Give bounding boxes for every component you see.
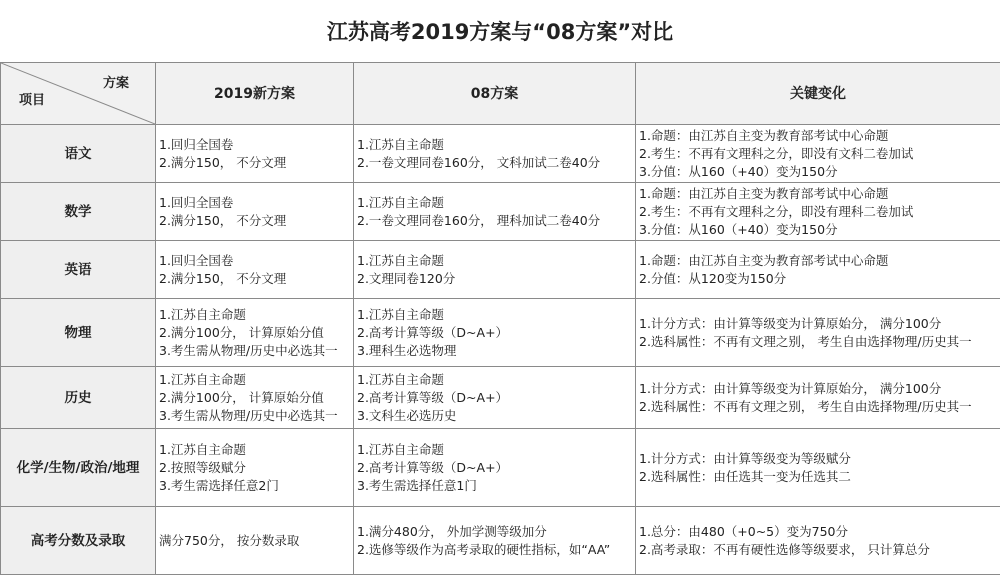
cell-old (354, 125, 636, 183)
cell-line: 1.命题：由江苏自主变为教育部考试中心命题 (639, 127, 889, 143)
subject-cell: 数学 (1, 183, 156, 241)
cell-new (156, 125, 354, 183)
cell-line: 1.江苏自主命题 (357, 252, 444, 268)
header-row (1, 63, 1000, 125)
cell-line: 1.满分480分， 外加学测等级加分 (357, 523, 547, 539)
cell-line: 1.江苏自主命题 (159, 306, 246, 322)
column-header-key-change: 关键变化 (636, 63, 1000, 125)
cell-change (636, 241, 1000, 299)
cell-line: 3.考生需选择任意1门 (357, 477, 477, 493)
subject-cell: 英语 (1, 241, 156, 299)
cell-old (354, 183, 636, 241)
comparison-table (0, 62, 1000, 575)
cell-line: 3.考生需从物理/历史中必选其一 (159, 407, 338, 423)
table-row (1, 507, 1000, 575)
cell-change (636, 125, 1000, 183)
cell-line: 2.考生：不再有文理科之分，即没有文科二卷加试 (639, 145, 914, 161)
cell-change (636, 367, 1000, 429)
cell-line: 2.满分150， 不分文理 (159, 154, 287, 170)
cell-change (636, 183, 1000, 241)
cell-line: 2.高考录取：不再有硬性选修等级要求， 只计算总分 (639, 541, 930, 557)
cell-line: 2.文理同卷120分 (357, 270, 456, 286)
cell-line: 1.江苏自主命题 (357, 371, 444, 387)
cell-new (156, 183, 354, 241)
cell-new (156, 299, 354, 367)
cell-line: 1.江苏自主命题 (357, 136, 444, 152)
cell-line: 3.文科生必选历史 (357, 407, 457, 423)
cell-line: 1.回归全国卷 (159, 136, 234, 152)
cell-line: 2.按照等级赋分 (159, 459, 246, 475)
cell-line: 2.满分100分， 计算原始分值 (159, 324, 324, 340)
cell-line: 1.江苏自主命题 (357, 194, 444, 210)
cell-line: 1.回归全国卷 (159, 194, 234, 210)
cell-line: 1.计分方式：由计算等级变为计算原始分， 满分100分 (639, 315, 942, 331)
page-title: 江苏高考2019方案与“08方案”对比 (0, 0, 1000, 63)
subject-cell: 语文 (1, 125, 156, 183)
subject-cell: 历史 (1, 367, 156, 429)
cell-new (156, 429, 354, 507)
table-row (1, 125, 1000, 183)
cell-line: 2.满分150， 不分文理 (159, 212, 287, 228)
cell-line: 2.选科属性：不再有文理之别， 考生自由选择物理/历史其一 (639, 398, 972, 414)
cell-line: 2.高考计算等级（D~A+） (357, 459, 509, 475)
cell-line: 2.分值：从120变为150分 (639, 270, 787, 286)
column-header-2019: 2019新方案 (156, 63, 354, 125)
cell-line: 3.分值：从160（+40）变为150分 (639, 163, 838, 179)
cell-line: 2.满分100分， 计算原始分值 (159, 389, 324, 405)
cell-line: 2.一卷文理同卷160分， 理科加试二卷40分 (357, 212, 601, 228)
cell-line: 1.命题：由江苏自主变为教育部考试中心命题 (639, 185, 889, 201)
cell-line: 3.考生需从物理/历史中必选其一 (159, 342, 338, 358)
cell-new (156, 241, 354, 299)
cell-line: 2.选科属性：由任选其一变为任选其二 (639, 468, 851, 484)
cell-old (354, 429, 636, 507)
cell-change (636, 429, 1000, 507)
cell-old (354, 299, 636, 367)
cell-line: 1.江苏自主命题 (159, 441, 246, 457)
cell-line: 3.考生需选择任意2门 (159, 477, 279, 493)
cell-change (636, 507, 1000, 575)
cell-old (354, 367, 636, 429)
cell-line: 2.高考计算等级（D~A+） (357, 324, 509, 340)
cell-line: 2.考生：不再有文理科之分，即没有理科二卷加试 (639, 203, 914, 219)
subject-cell: 化学/生物/政治/地理 (1, 429, 156, 507)
table-row (1, 299, 1000, 367)
cell-old (354, 241, 636, 299)
cell-line: 2.一卷文理同卷160分， 文科加试二卷40分 (357, 154, 601, 170)
cell-line: 2.高考计算等级（D~A+） (357, 389, 509, 405)
cell-line: 1.计分方式：由计算等级变为计算原始分， 满分100分 (639, 380, 942, 396)
table-row (1, 183, 1000, 241)
column-header-08: 08方案 (354, 63, 636, 125)
cell-change (636, 299, 1000, 367)
cell-line: 满分750分， 按分数录取 (159, 532, 300, 548)
subject-cell: 高考分数及录取 (1, 507, 156, 575)
cell-line: 1.江苏自主命题 (357, 306, 444, 322)
subject-cell: 物理 (1, 299, 156, 367)
cell-new (156, 507, 354, 575)
cell-line: 1.江苏自主命题 (357, 441, 444, 457)
cell-new (156, 367, 354, 429)
table-row (1, 367, 1000, 429)
cell-old (354, 507, 636, 575)
corner-label-item: 项目 (19, 93, 46, 108)
corner-header (1, 63, 156, 125)
cell-line: 2.选科属性：不再有文理之别， 考生自由选择物理/历史其一 (639, 333, 972, 349)
table-row (1, 241, 1000, 299)
cell-line: 2.选修等级作为高考录取的硬性指标，如“AA” (357, 541, 611, 557)
cell-line: 1.计分方式：由计算等级变为等级赋分 (639, 450, 851, 466)
corner-label-scheme: 方案 (102, 76, 129, 91)
cell-line: 1.江苏自主命题 (159, 371, 246, 387)
cell-line: 3.理科生必选物理 (357, 342, 457, 358)
cell-line: 2.满分150， 不分文理 (159, 270, 287, 286)
cell-line: 1.命题：由江苏自主变为教育部考试中心命题 (639, 252, 889, 268)
cell-line: 1.回归全国卷 (159, 252, 234, 268)
table-row (1, 429, 1000, 507)
cell-line: 3.分值：从160（+40）变为150分 (639, 221, 838, 237)
cell-line: 1.总分：由480（+0~5）变为750分 (639, 523, 848, 539)
